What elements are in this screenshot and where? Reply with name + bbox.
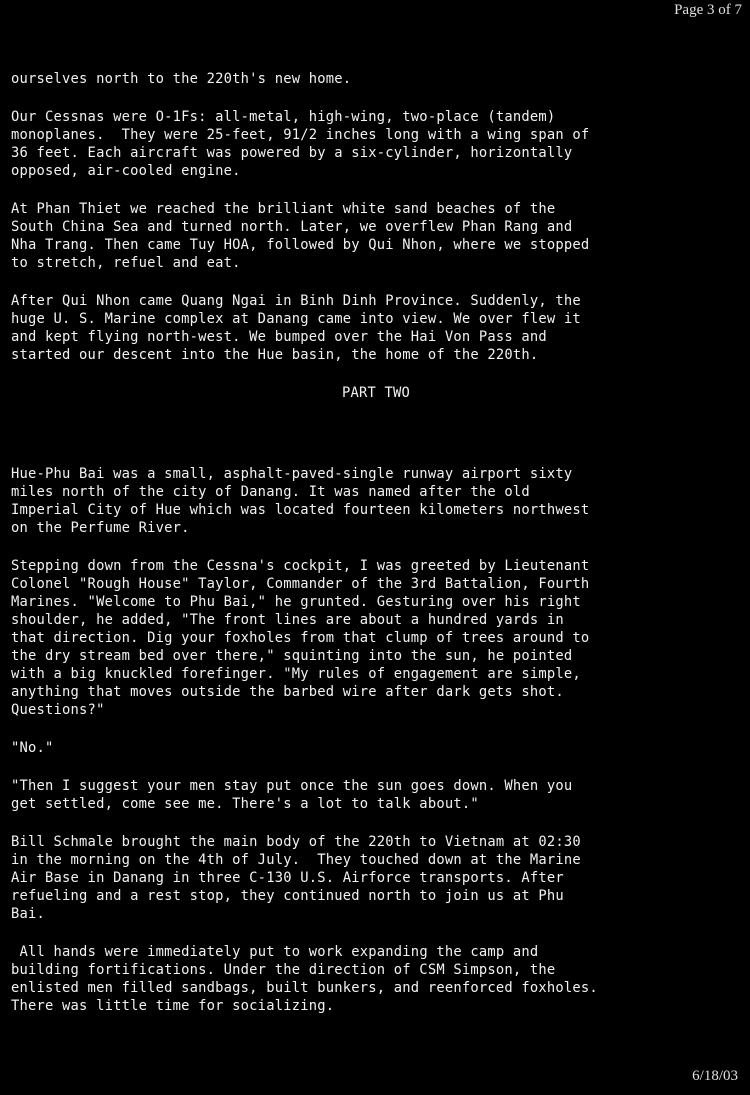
paragraph: Hue-Phu Bai was a small, asphalt-paved-single runway airport sixty miles north of the city of Danang. It was named after the old Imperial City of Hue which was located fourteen kilometers northwest on the Perfume River. (11, 466, 590, 536)
paragraph: "No." (11, 740, 54, 756)
document-body (11, 70, 741, 1035)
page-number: Page 3 of 7 (674, 2, 742, 18)
paragraph: ourselves north to the 220th's new home. (11, 71, 352, 87)
page-date: 6/18/03 (692, 1068, 738, 1084)
paragraph: All hands were immediately put to work expanding the camp and building fortifications. Under the direction of CSM Simpson, the enlisted men filled sandbags, built bunkers, and reenforced foxholes. There was little time for socializing. (11, 944, 598, 1014)
paragraph: At Phan Thiet we reached the brilliant white sand beaches of the South China Sea and turned north. Later, we overflew Phan Rang and Nha Trang. Then came Tuy HOA, followed by Qui Nhon, where we stopped to stretch, refuel and eat. (11, 201, 590, 271)
paragraph: Bill Schmale brought the main body of the 220th to Vietnam at 02:30 in the morning on the 4th of July. They touched down at the Marine Air Base in Danang in three C-130 U.S. Airforce transports. After refueling and a rest stop, they continued north to join us at Phu Bai. (11, 834, 581, 922)
paragraph: "Then I suggest your men stay put once the sun goes down. When you get settled, come see me. There's a lot to talk about." (11, 778, 573, 812)
section-heading: PART TWO (341, 385, 411, 401)
paragraph: After Qui Nhon came Quang Ngai in Binh Dinh Province. Suddenly, the huge U. S. Marine complex at Danang came into view. We over flew it and kept flying north-west. We bumped over the Hai Von Pass and started our descent into the Hue basin, the home of the 220th. (11, 293, 581, 363)
paragraph: Our Cessnas were O-1Fs: all-metal, high-wing, two-place (tandem) monoplanes. They were 25-feet, 91/2 inches long with a wing span of 36 feet. Each aircraft was powered by a six-cylinder, horizontally opposed, air-cooled engine. (11, 109, 590, 179)
paragraph: Stepping down from the Cessna's cockpit, I was greeted by Lieutenant Colonel "Rough House" Taylor, Commander of the 3rd Battalion, Fourth Marines. "Welcome to Phu Bai," he grunted. Gesturing over his right shoulder, he added, "The front lines are about a hundred yards in that direction. Dig your foxholes from that clump of trees around to the dry stream bed over there," squinting into the sun, he pointed with a big knuckled forefinger. "My rules of engagement are simple, anything that moves outside the barbed wire after dark gets shot. Questions?" (11, 558, 590, 718)
